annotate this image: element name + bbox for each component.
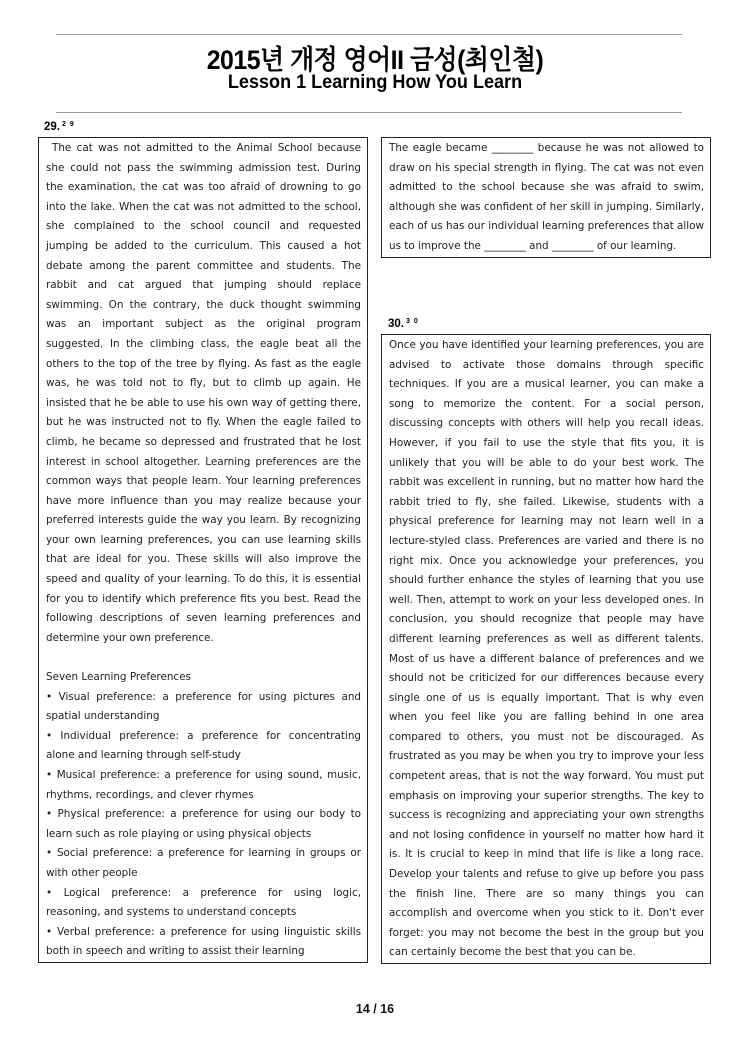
question-30-superscript: 3 0	[406, 318, 419, 325]
header-bottom-rule	[56, 112, 682, 113]
question-29-summary: The eagle became ________ because he was not allowed to draw on his special strength in flying. The cat was not even admitted to the school because she was afraid to swim, although she was confident of her skill in jumping. Similarly, each of us has our individual learning preferences that allow us to improve the ________ and ________ of our learning.	[389, 142, 704, 252]
preference-item-musical: • Musical preference: a preference for using sound, music, rhythms, recordings, and clever rhymes	[46, 769, 361, 801]
top-rule	[56, 34, 682, 35]
question-29-passage: The cat was not admitted to the Animal School because she could not pass the swimming admission test. During the examination, the cat was too afraid of drowning to go into the lake. When the cat was not admitted to the school, she complained to the school council and requested jumping be added to the curriculum. This caused a hot debate among the parent committee and students. The rabbit and cat argued that jumping should replace swimming. On the contrary, the duck thought swimming was an important subject as the original program suggested. In the climbing class, the eagle beat all the others to the top of the tree by flying. As fast as the eagle was, he was told not to fly, but to climb up again. He insisted that he be able to use his own way of getting there, but he was instructed not to fly. When the eagle failed to climb, he became so depressed and frustrated that he lost interest in school altogether. Learning preferences are the common ways that people learn. Your learning preferences have more influence than you may realize because your preferred interests guide the way you learn. By recognizing your own learning preferences, you can use learning skills that are ideal for you. These skills will also improve the speed and quality of your learning. To do this, it is essential for you to identify which preference fits you best. Read the following descriptions of seven learning preferences and determine your own preference.	[46, 142, 361, 644]
preference-item-individual: • Individual preference: a preference for concentrating alone and learning through self-study	[46, 729, 361, 762]
document-title: 2015년 개정 영어II 금성(최인철)	[206, 45, 544, 75]
question-30-number: 30. $^{3 0}$	[388, 318, 419, 330]
question-29-number: 29. $^{2 9}$	[44, 121, 75, 133]
question-30-passage-box	[381, 334, 711, 964]
lesson-subtitle: Lesson 1 Learning How You Learn	[227, 72, 523, 93]
question-29-superscript: 2 9	[62, 121, 75, 128]
question-29-passage-box	[38, 137, 368, 963]
question-30-passage: Once you have identified your learning preferences, you are advised to activate those domains through specific techniques. If you are a musical learner, you can make a song to memorize the content. For a social person, discussing concepts with others will help you recall ideas. However, if you fail to use the style that fits you, it is unlikely that you will be able to do your best work. The rabbit was excellent in running, but no matter how hard the rabbit tried to fly, she failed. Likewise, students with a physical preference for learning may not learn well in a lecture-styled class. Preferences are varied and there is no right mix. Once you acknowledge your preferences, you should further enhance the styles of learning that you use well. Then, attempt to work on your less developed ones. In conclusion, you should recognize that people may have different learning preferences as well as different talents. Most of us have a different balance of preferences and we should not be criticized for our differences because every single one of us is equally important. That is why even when you feel like you are falling behind in one area compared to others, you must not be discouraged. As frustrated as you may be when you try to improve your less competent areas, that is not the way forward. You must put emphasis on improving your superior strengths. The key to success is recognizing and appreciating your own strengths and not losing confidence in yourself no matter how hard it is. It is crucial to keep in mind that life is like a long race. Develop your talents and refuse to give up before you pass the finish line. There are so many things you can accomplish and overcome when you stick to it. Don't ever forget: you may not become the best in the group but you can certainly become the best that you can be.	[389, 339, 704, 959]
page-number: 14 / 16	[355, 1002, 395, 1016]
preference-item-physical: • Physical preference: a preference for using our body to learn such as role playing or using physical objects	[46, 808, 361, 840]
preference-item-visual: • Visual preference: a preference for using pictures and spatial understanding	[46, 690, 361, 723]
preference-item-verbal: • Verbal preference: a preference for using linguistic skills both in speech and writing to assist their learning	[46, 925, 361, 958]
preference-item-social: • Social preference: a preference for learning in groups or with other people	[46, 847, 361, 879]
spacer	[46, 648, 361, 668]
question-29-summary-box	[381, 137, 711, 258]
preference-item-logical: • Logical preference: a preference for using logic, reasoning, and systems to understand concepts	[46, 886, 361, 919]
preferences-list-title: Seven Learning Preferences	[46, 671, 191, 684]
